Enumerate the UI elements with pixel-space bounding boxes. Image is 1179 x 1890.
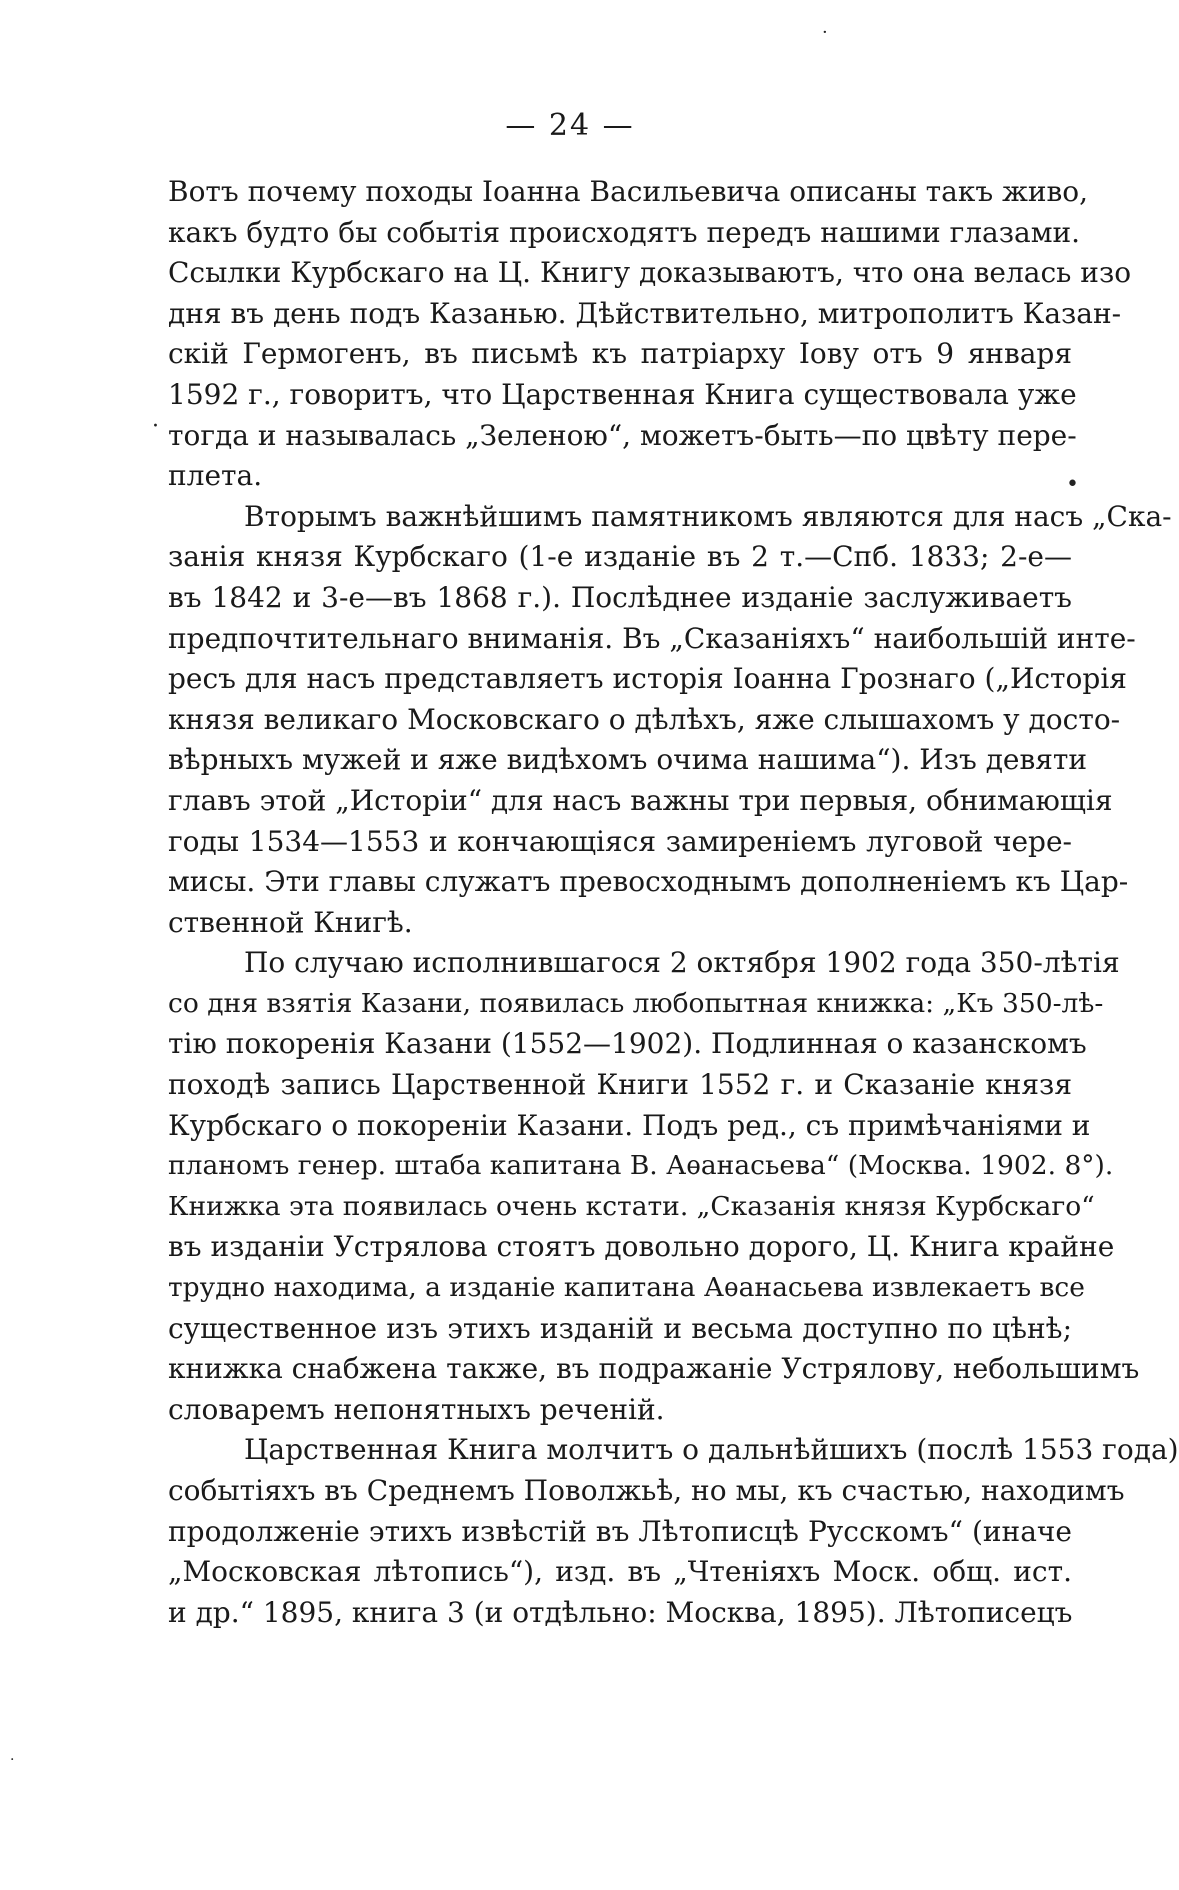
text-line: въ 1842 и 3-е—въ 1868 г.). Послѣднее изданіе заслуживаетъ — [168, 580, 1072, 614]
page-number: — 24 — — [505, 108, 635, 143]
text-line: ственной Книгѣ. — [168, 905, 413, 939]
text-line: дня въ день подъ Казанью. Дѣйствительно, митрополитъ Казан- — [168, 296, 1122, 330]
text-line: книжка снабжена также, въ подражаніе Устрялову, небольшимъ — [168, 1352, 1140, 1386]
text-line: словаремъ непонятныхъ реченій. — [168, 1392, 665, 1426]
text-line: тію покоренія Казани (1552—1902). Подлинная о казанскомъ — [168, 1027, 1087, 1061]
text-line: главъ этой „Исторіи“ для насъ важны три первыя, обнимающія — [168, 783, 1113, 817]
text-line: продолженіе этихъ извѣстій въ Лѣтописцѣ Русскомъ“ (иначе — [168, 1514, 1072, 1548]
ink-speck: · — [822, 22, 828, 43]
text-line: Царственная Книга молчитъ о дальнѣйшихъ (послѣ 1553 года) — [244, 1433, 1179, 1467]
text-line: со дня взятія Казани, появилась любопытная книжка: „Къ 350-лѣ- — [168, 987, 1104, 1019]
text-line: плета. — [168, 459, 263, 493]
text-line: и др.“ 1895, книга 3 (и отдѣльно: Москва, 1895). Лѣтописецъ — [168, 1595, 1073, 1629]
text-line: Вотъ почему походы Іоанна Васильевича описаны такъ живо, — [168, 175, 1089, 208]
text-line: ресъ для насъ представляетъ исторія Іоанна Грознаго („Исторія — [168, 662, 1127, 696]
ink-speck: · — [10, 1752, 15, 1768]
text-line: вѣрныхъ мужей и яже видѣхомъ очима нашима“). Изъ девяти — [168, 743, 1088, 777]
text-line: событіяхъ въ Среднемъ Поволжьѣ, но мы, къ счастью, находимъ — [168, 1474, 1125, 1507]
text-line: скій Гермогенъ, въ письмѣ къ патріарху Іову отъ 9 января — [168, 337, 1072, 371]
text-line: По случаю исполнившагося 2 октября 1902 года 350-лѣтія — [244, 946, 1120, 980]
text-line: трудно находима, а изданіе капитана Аѳанасьева извлекаетъ все — [168, 1272, 1085, 1304]
text-line: планомъ генер. штаба капитана В. Аѳанасьева“ (Москва. 1902. 8°). — [168, 1150, 1114, 1182]
text-line: существенное изъ этихъ изданій и весьма доступно по цѣнѣ; — [168, 1311, 1072, 1345]
ink-speck: · — [152, 414, 159, 439]
text-line: какъ будто бы событія происходятъ передъ нашими глазами. — [168, 215, 1081, 249]
text-line: 1592 г., говоритъ, что Царственная Книга существовала уже — [168, 377, 1077, 411]
text-line: походѣ запись Царственной Книги 1552 г. и Сказаніе князя — [168, 1068, 1072, 1102]
text-line: Ссылки Курбскаго на Ц. Книгу доказываютъ, что она велась изо — [168, 256, 1132, 290]
text-line: мисы. Эти главы служатъ превосходнымъ дополненіемъ къ Цар- — [168, 865, 1129, 899]
text-line: Вторымъ важнѣйшимъ памятникомъ являются для насъ „Ска- — [244, 499, 1172, 533]
ink-speck: • — [1066, 472, 1079, 497]
text-line: Курбскаго о покореніи Казани. Подъ ред., съ примѣчаніями и — [168, 1108, 1091, 1142]
text-line: „Московская лѣтопись“), изд. въ „Чтеніяхъ Моск. общ. ист. — [168, 1555, 1072, 1589]
text-line: годы 1534—1553 и кончающіяся замиреніемъ луговой чере- — [168, 824, 1072, 858]
text-line: князя великаго Московскаго о дѣлѣхъ, яже слышахомъ у досто- — [168, 702, 1121, 736]
text-line: занія князя Курбскаго (1-е изданіе въ 2 т.—Спб. 1833; 2-е— — [168, 540, 1072, 574]
text-line: въ изданіи Устрялова стоятъ довольно дорого, Ц. Книга крайне — [168, 1230, 1115, 1264]
text-line: тогда и называлась „Зеленою“, можетъ-быть—по цвѣту пере- — [168, 418, 1077, 452]
body-text — [168, 172, 1179, 1633]
text-line: Книжка эта появилась очень кстати. „Сказанія князя Курбскаго“ — [168, 1190, 1095, 1222]
text-line: предпочтительнаго вниманія. Въ „Сказаніяхъ“ наибольшій инте- — [168, 621, 1136, 655]
